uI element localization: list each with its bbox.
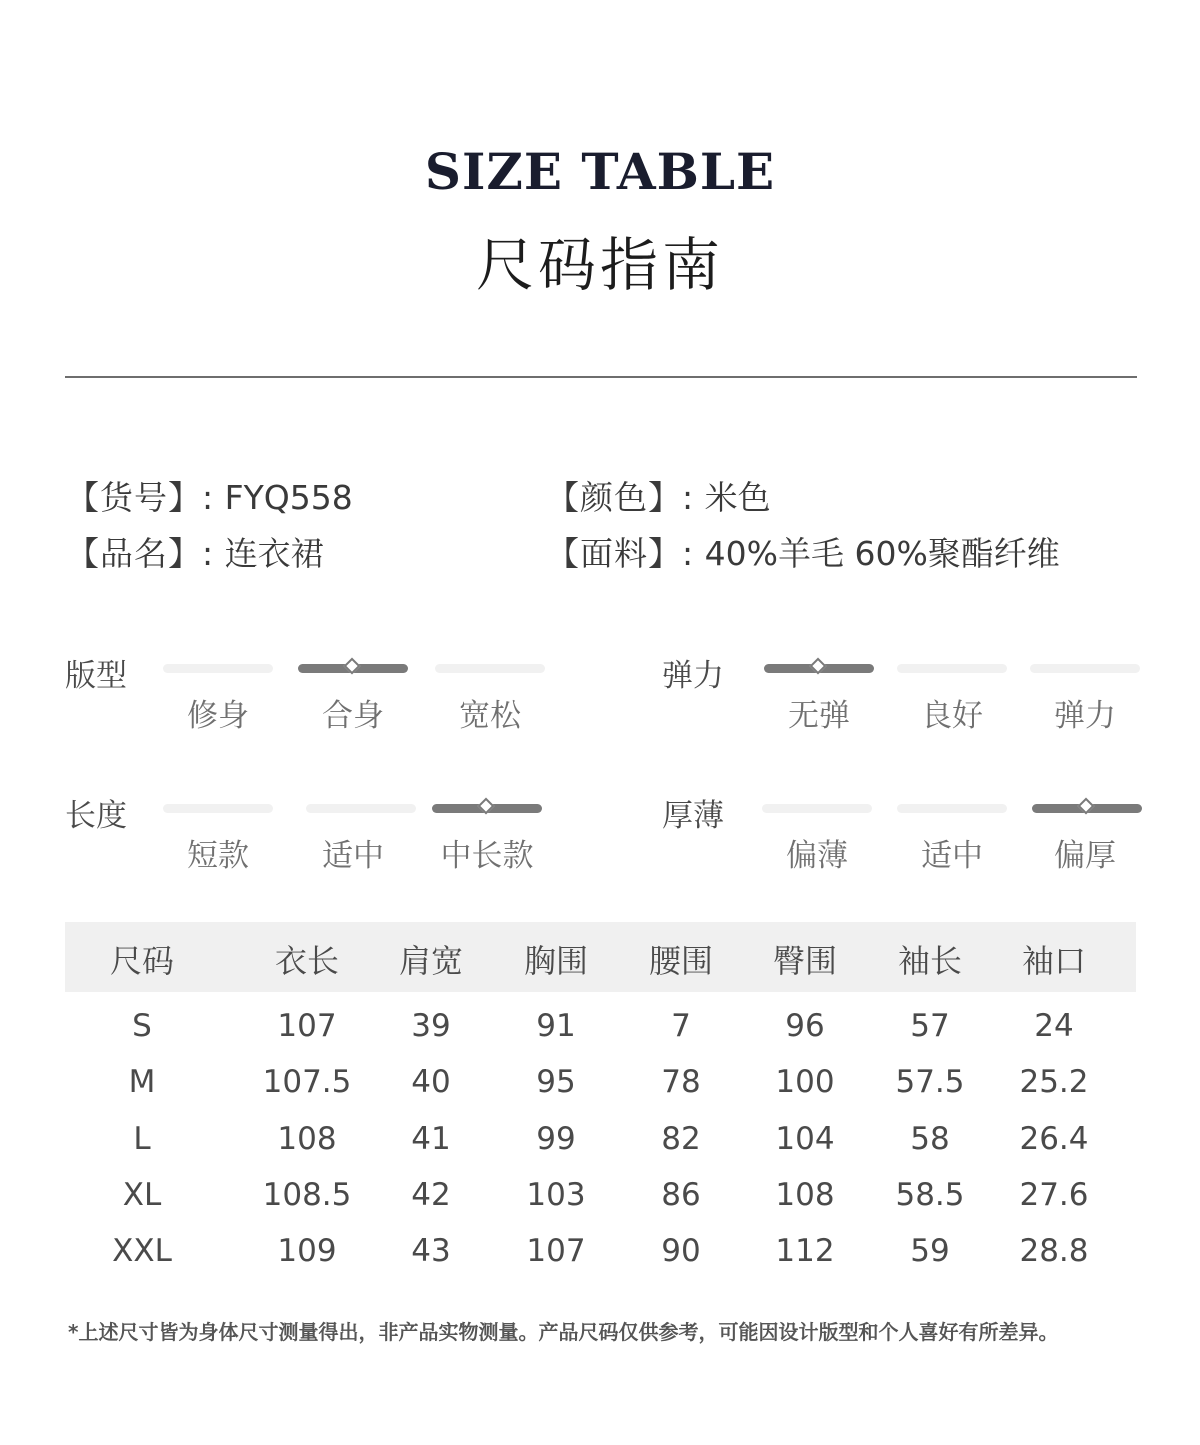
table-cell: 107 <box>526 1233 586 1269</box>
table-cell: 96 <box>785 1008 825 1044</box>
fabric-label: 【面料】: <box>546 534 695 573</box>
indicator-icon <box>1078 798 1095 815</box>
col-header-sleeve: 袖长 <box>897 942 962 980</box>
table-cell: 58 <box>910 1121 950 1157</box>
table-cell: 78 <box>661 1064 701 1100</box>
fabric-row <box>546 528 1060 575</box>
table-cell: 86 <box>661 1177 701 1213</box>
table-cell: 41 <box>411 1121 451 1157</box>
table-cell: 108 <box>277 1121 337 1157</box>
table-cell: 25.2 <box>1019 1064 1089 1100</box>
attr-fit-option-2: 合身 <box>322 698 384 734</box>
indicator-icon <box>810 658 827 675</box>
table-cell: 108 <box>775 1177 835 1213</box>
col-header-bust: 胸围 <box>523 942 588 980</box>
size-label-cell: S <box>132 1008 152 1044</box>
col-header-cuff: 袖口 <box>1021 942 1086 980</box>
attr-fit-option-3: 宽松 <box>459 698 521 734</box>
size-label-cell: XXL <box>112 1233 172 1269</box>
attr-length-option-3: 中长款 <box>440 838 534 874</box>
attr-elasticity-option-3: 弹力 <box>1054 698 1116 734</box>
table-cell: 107.5 <box>262 1064 352 1100</box>
size-label-cell: M <box>128 1064 156 1100</box>
table-cell: 82 <box>661 1121 701 1157</box>
attr-thickness-bar-1 <box>762 804 872 813</box>
table-cell: 103 <box>526 1177 586 1213</box>
attr-fit-option-1: 修身 <box>187 698 249 734</box>
color-row <box>546 472 771 519</box>
table-cell: 109 <box>277 1233 337 1269</box>
col-header-waist: 腰围 <box>648 942 713 980</box>
table-cell: 28.8 <box>1019 1233 1089 1269</box>
attr-elasticity-bar-3 <box>1030 664 1140 673</box>
attr-fit-bar-2 <box>298 664 408 673</box>
attr-length-bar-1 <box>163 804 273 813</box>
attr-length-bar-3 <box>432 804 542 813</box>
table-cell: 59 <box>910 1233 950 1269</box>
footnote: *上述尺寸皆为身体尺寸测量得出，非产品实物测量。产品尺码仅供参考，可能因设计版型和个人喜好有所差异。 <box>68 1320 1059 1344</box>
attr-length-bar-2 <box>306 804 416 813</box>
attr-elasticity-bar-1 <box>764 664 874 673</box>
color-label: 【颜色】: <box>546 478 695 517</box>
col-header-size: 尺码 <box>109 942 174 980</box>
table-cell: 39 <box>411 1008 451 1044</box>
attr-fit-bar-1 <box>163 664 273 673</box>
product-name-value: 连衣裙 <box>224 534 324 573</box>
color-value: 米色 <box>704 478 771 517</box>
col-header-length: 衣长 <box>274 942 339 980</box>
size-label-cell: XL <box>122 1177 162 1213</box>
attr-thickness-option-2: 适中 <box>921 838 983 874</box>
table-cell: 95 <box>536 1064 576 1100</box>
size-label-cell: L <box>133 1121 151 1157</box>
table-cell: 112 <box>775 1233 835 1269</box>
table-cell: 26.4 <box>1019 1121 1089 1157</box>
product-name-row <box>66 528 324 575</box>
col-header-hip: 臀围 <box>772 942 837 980</box>
table-cell: 24 <box>1034 1008 1074 1044</box>
attr-thickness-bar-3 <box>1032 804 1142 813</box>
table-cell: 107 <box>277 1008 337 1044</box>
table-cell: 57.5 <box>895 1064 965 1100</box>
table-cell: 40 <box>411 1064 451 1100</box>
attr-thickness-bar-2 <box>897 804 1007 813</box>
col-header-shoulder: 肩宽 <box>398 942 463 980</box>
page-title-cn: 尺码指南 <box>475 231 724 299</box>
attr-length-option-2: 适中 <box>322 838 384 874</box>
item-number-label: 【货号】: <box>66 478 215 517</box>
attr-fit-label: 版型 <box>65 658 127 694</box>
attr-fit-bar-3 <box>435 664 545 673</box>
table-cell: 27.6 <box>1019 1177 1089 1213</box>
attr-thickness-label: 厚薄 <box>662 798 724 834</box>
table-cell: 99 <box>536 1121 576 1157</box>
table-cell: 7 <box>671 1008 691 1044</box>
table-cell: 43 <box>411 1233 451 1269</box>
table-cell: 90 <box>661 1233 701 1269</box>
attr-length-label: 长度 <box>65 798 127 834</box>
page-title-en: SIZE TABLE <box>424 142 776 201</box>
table-cell: 57 <box>910 1008 950 1044</box>
fabric-value: 40%羊毛 60%聚酯纤维 <box>704 534 1060 573</box>
indicator-icon <box>344 658 361 675</box>
table-cell: 91 <box>536 1008 576 1044</box>
item-number-value: FYQ558 <box>224 478 353 517</box>
attr-length-option-1: 短款 <box>187 838 249 874</box>
product-name-label: 【品名】: <box>66 534 215 573</box>
attr-thickness-option-1: 偏薄 <box>786 838 848 874</box>
table-cell: 58.5 <box>895 1177 965 1213</box>
divider <box>65 376 1137 378</box>
attr-elasticity-bar-2 <box>897 664 1007 673</box>
attr-elasticity-option-1: 无弹 <box>788 698 850 734</box>
table-cell: 108.5 <box>262 1177 352 1213</box>
attr-elasticity-option-2: 良好 <box>921 698 983 734</box>
indicator-icon <box>478 798 495 815</box>
attr-thickness-option-3: 偏厚 <box>1054 838 1116 874</box>
table-cell: 42 <box>411 1177 451 1213</box>
item-number-row <box>66 472 353 519</box>
attr-elasticity-label: 弹力 <box>662 658 724 694</box>
table-cell: 104 <box>775 1121 835 1157</box>
table-cell: 100 <box>775 1064 835 1100</box>
